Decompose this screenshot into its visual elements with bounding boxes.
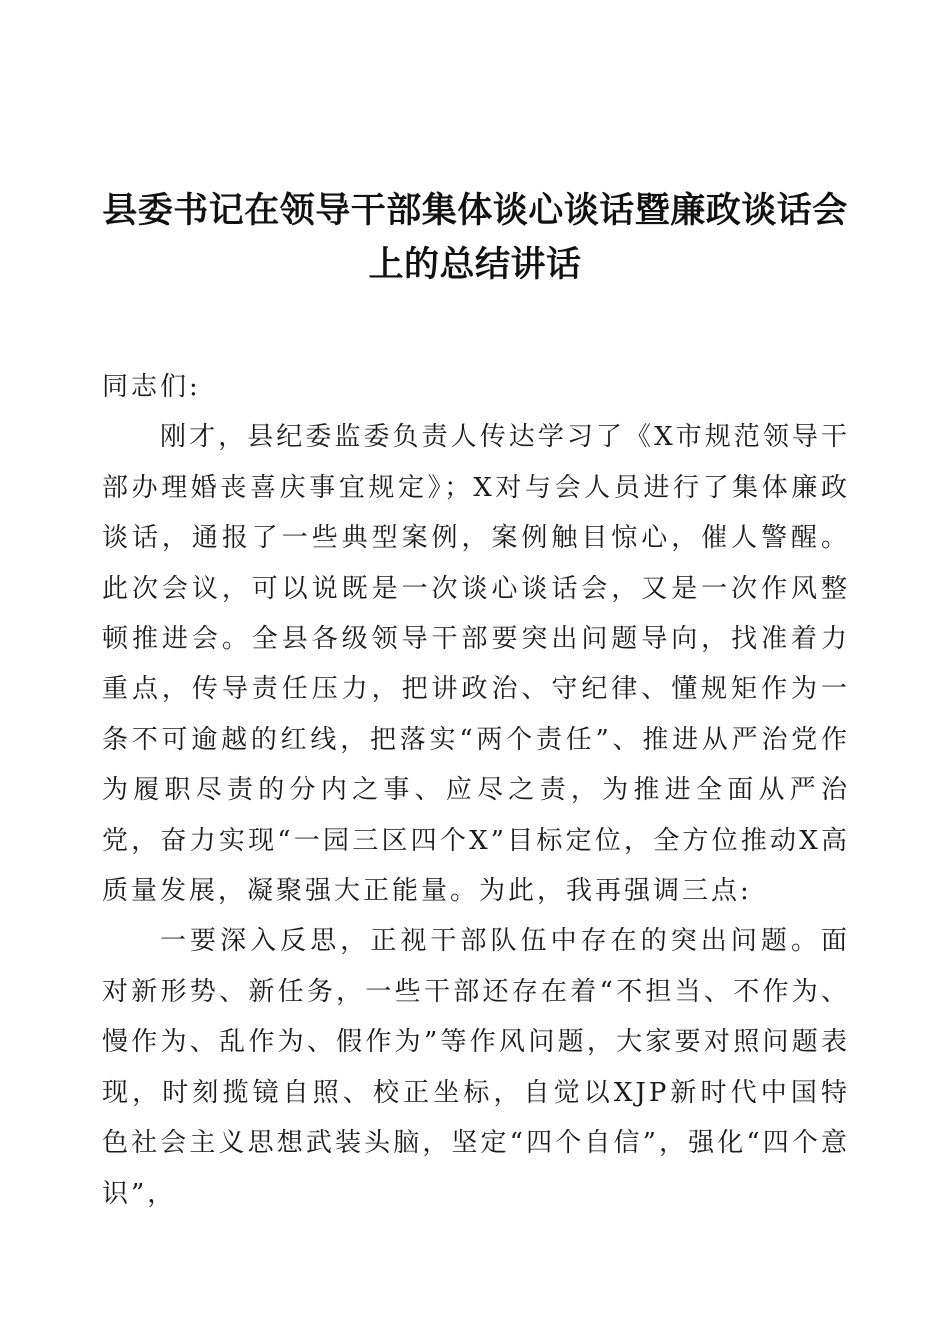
salutation: 同志们: bbox=[102, 372, 201, 402]
paragraph-1: 刚才，县纪委监委负责人传达学习了《X市规范领导干部办理婚丧喜庆事宜规定》；X对与会人员进行了集体廉政谈话，通报了一些典型案例，案例触目惊心，催人警醒。此次会议，可以说既是一次谈心谈话会，又是一次作风整顿推进会。全县各级领导干部要突出问题导向，找准着力重点，传导责任压力，把讲政治、守纪律、懂规矩作为一条不可逾越的红线，把落实“两个责任”、推进从严治党作为履职尽责的分内之事、应尽之责，为推进全面从严治党，奋力实现“一园三区四个X”目标定位，全方位推动X高质量发展，凝聚强大正能量。为此，我再强调三点: bbox=[102, 422, 850, 907]
title-line-1: 县委书记在领导干部集体谈心谈话暨廉政谈话会 bbox=[102, 190, 848, 231]
document-title bbox=[90, 184, 860, 292]
title-line-2: 上的总结讲话 bbox=[368, 244, 582, 285]
paragraph-2: 一要深入反思，正视干部队伍中存在的突出问题。面对新形势、新任务，一些干部还存在着“不担当、不作为、慢作为、乱作为、假作为”等作风问题，大家要对照问题表现，时刻揽镜自照、校正坐标，自觉以XJP新时代中国特色社会主义思想武装头脑，坚定“四个自信”，强化“四个意识”， bbox=[102, 926, 850, 1209]
document-body bbox=[102, 362, 850, 1219]
